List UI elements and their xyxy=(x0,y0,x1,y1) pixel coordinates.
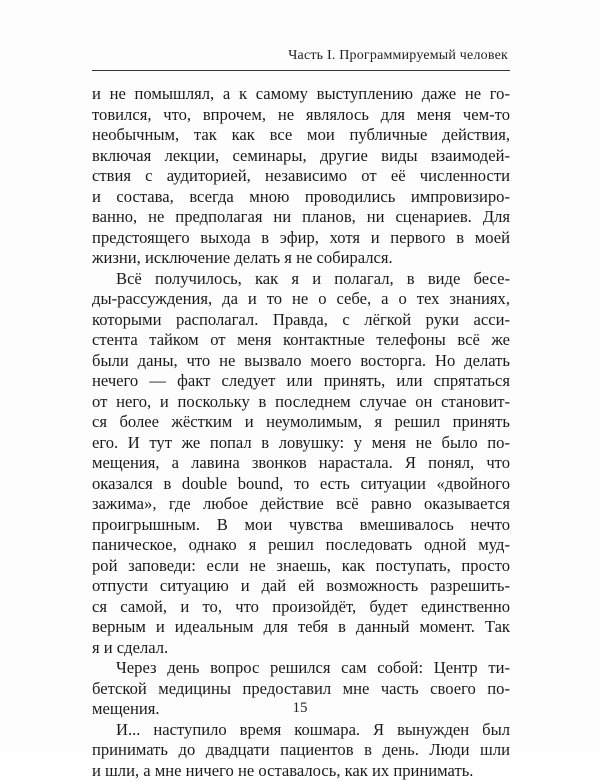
text-line: ванно, не предполагая ни планов, ни сценариев. Для xyxy=(92,207,510,228)
text-line: отпусти ситуацию и дай ей возможность разрешить- xyxy=(92,576,510,597)
text-line: от него, и поскольку в последнем случае он становит- xyxy=(92,392,510,413)
body-text xyxy=(92,84,510,781)
text-line: я и сделал. xyxy=(92,638,510,659)
text-line: и не помышлял, а к самому выступлению даже не го- xyxy=(92,84,510,105)
text-line: ся более жёстким и неумолимым, я решил принять xyxy=(92,412,510,433)
paragraph xyxy=(92,84,510,269)
text-line: ствия с аудиторией, независимо от её численности xyxy=(92,166,510,187)
text-line: бетской медицины предоставил мне часть своего по- xyxy=(92,679,510,700)
text-line: паническое, однако я решил последовать одной муд- xyxy=(92,535,510,556)
text-line: проигрышным. В мои чувства вмешивалось нечто xyxy=(92,515,510,536)
text-line: нечего — факт следует или принять, или спрятаться xyxy=(92,371,510,392)
page-number: 15 xyxy=(0,700,600,717)
text-line: необычным, так как все мои публичные действия, xyxy=(92,125,510,146)
text-line: ды-рассуждения, да и то не о себе, а о тех знаниях, xyxy=(92,289,510,310)
text-line: верным и идеальным для тебя в данный момент. Так xyxy=(92,617,510,638)
text-line: товился, что, впрочем, не являлось для меня чем-то xyxy=(92,105,510,126)
paragraph xyxy=(92,269,510,659)
text-line: мещения. xyxy=(92,699,510,720)
text-line: мещения, а лавина звонков нарастала. Я понял, что xyxy=(92,453,510,474)
text-line: его. И тут же попал в ловушку: у меня не было по- xyxy=(92,433,510,454)
text-line: ся самой, и то, что произойдёт, будет единственно xyxy=(92,597,510,618)
text-line: предстоящего выхода в эфир, хотя и первого в моей xyxy=(92,228,510,249)
text-line: которыми располагал. Правда, с лёгкой руки асси- xyxy=(92,310,510,331)
text-line: включая лекции, семинары, другие виды взаимодей- xyxy=(92,146,510,167)
paragraph xyxy=(92,720,510,781)
text-line: принимать до двадцати пациентов в день. Люди шли xyxy=(92,740,510,761)
running-header: Часть I. Программируемый человек xyxy=(288,48,508,64)
text-line: Всё получилось, как я и полагал, в виде бесе- xyxy=(92,269,510,290)
header-rule xyxy=(92,70,510,71)
text-line: рой заповеди: если не знаешь, как поступать, просто xyxy=(92,556,510,577)
text-line: и состава, всегда мною проводились импровизиро- xyxy=(92,187,510,208)
text-line: были даны, что не вызвало моего восторга. Но делать xyxy=(92,351,510,372)
text-line: стента тайком от меня контактные телефоны всё же xyxy=(92,330,510,351)
text-line: Через день вопрос решился сам собой: Центр ти- xyxy=(92,658,510,679)
text-line: зажима», где любое действие всё равно оказывается xyxy=(92,494,510,515)
text-line: оказался в double bound, то есть ситуации «двойного xyxy=(92,474,510,495)
text-line: жизни, исключение делать я не собирался. xyxy=(92,248,510,269)
text-line: и шли, а мне ничего не оставалось, как их принимать. xyxy=(92,761,510,781)
text-line: И... наступило время кошмара. Я вынужден был xyxy=(92,720,510,741)
